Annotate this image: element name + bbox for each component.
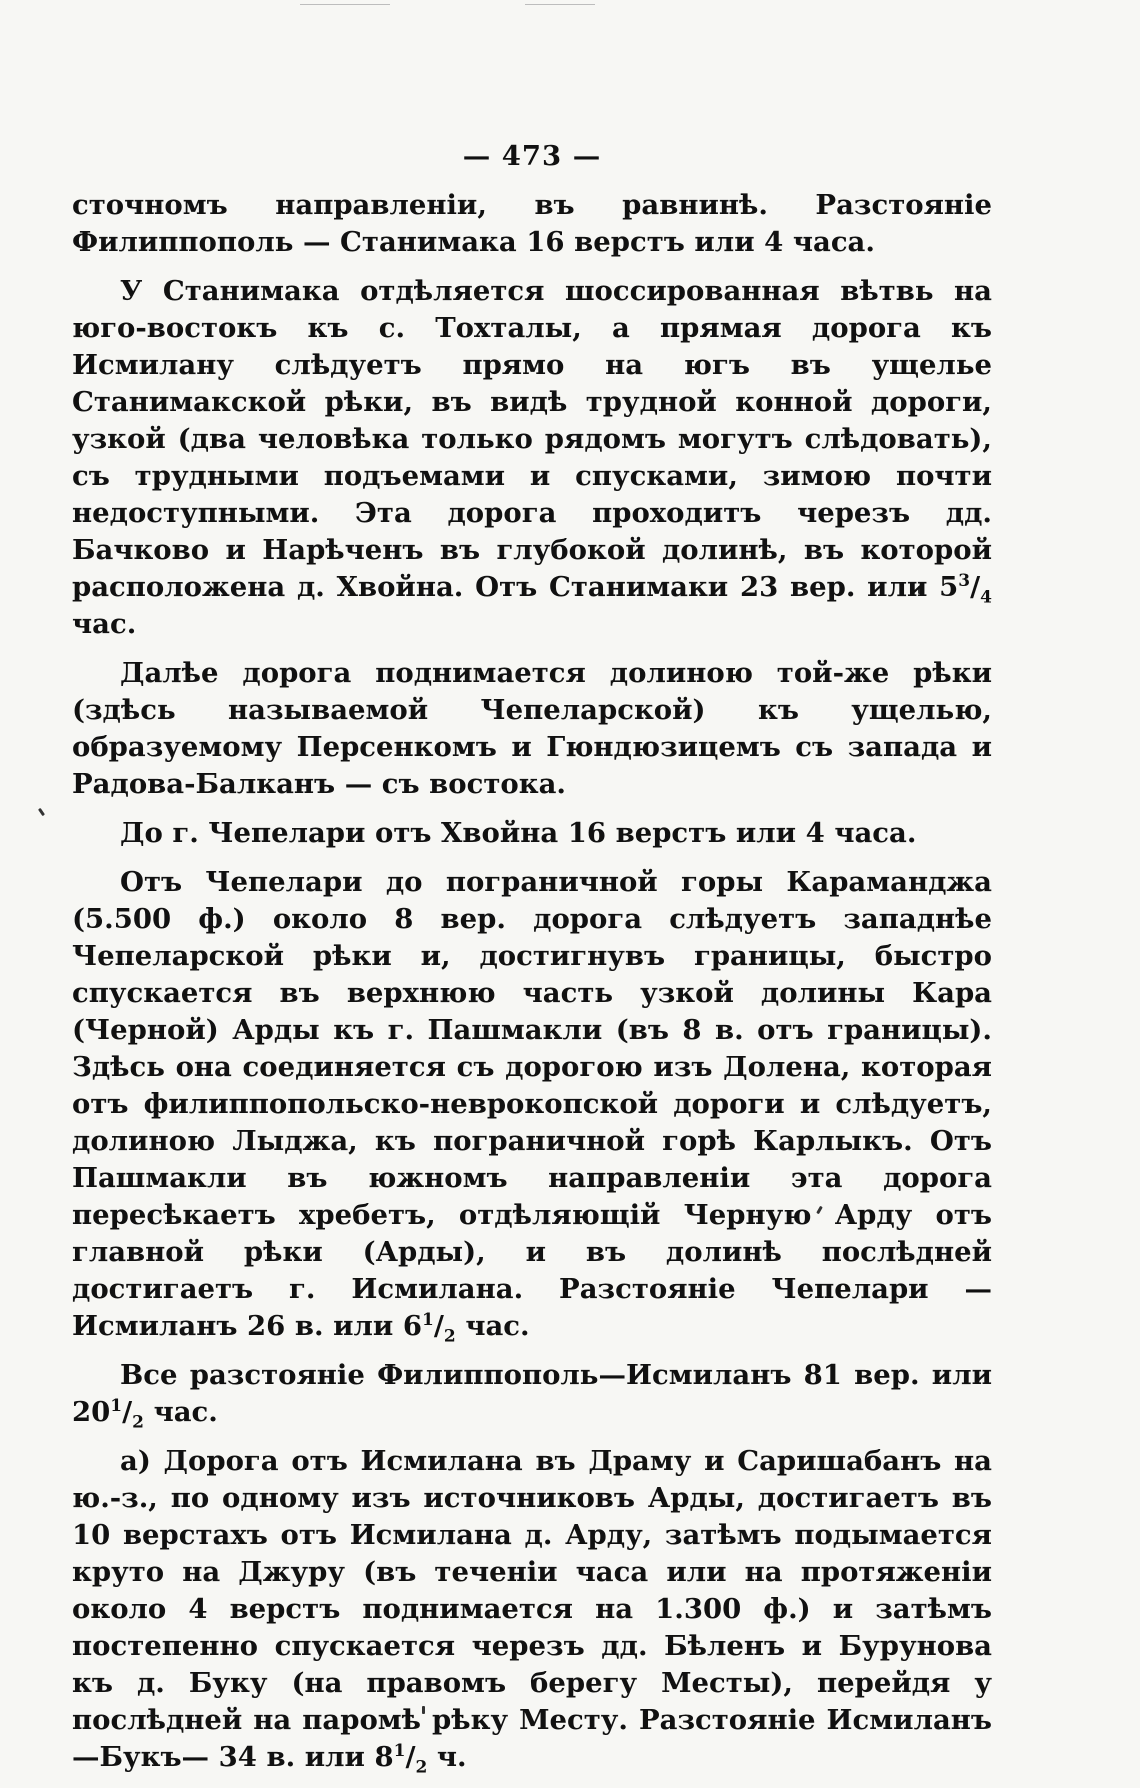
paragraph-1: сточномъ направленіи, въ равнинѣ. Разстояніе Филиппополь — Станимака 16 верстъ или 4 часа. xyxy=(72,189,992,258)
fraction-denominator: 2 xyxy=(415,1757,428,1778)
paragraph-7-text: а) Дорога отъ Исмилана въ Драму и Саришабанъ на ю.-з., по одному изъ источниковъ Арды, достигаетъ въ 10 верстахъ отъ Исмилана д. Арду, затѣмъ подымается круто на Джуру (въ теченіи часа или на протяженіи около 4 верстъ поднимается на 1.300 ф.) и затѣмъ постепенно спускается черезъ дд. Бѣленъ и Бурунова къ д. Буку (на правомъ берегу Месты), перейдя у послѣдней на паромѣ рѣку Месту. Разстояніе Исмиланъ—Букъ— 34 в. или 8 xyxy=(72,1445,992,1773)
scan-artifact-line xyxy=(300,4,390,5)
paragraph-2-tail: час. xyxy=(72,608,137,640)
fraction-numerator: 1 xyxy=(422,1309,434,1330)
paragraph-7-tail: ч. xyxy=(427,1741,467,1773)
paragraph-5-text: Отъ Чепелари до пограничной горы Караманджа (5.500 ф.) около 8 вер. дорога слѣдуетъ западнѣе Чепеларской рѣки и, достигнувъ границы, быстро спускается въ верхнюю часть узкой долины Кара (Черной) Арды къ г. Пашмакли (въ 8 в. отъ границы). Здѣсь она соединяется съ дорогою изъ Долена, которая отъ филиппопольско-неврокопской дороги и слѣдуетъ, долиною Лыджа, къ пограничной горѣ Карлыкъ. Отъ Пашмакли въ южномъ направленіи эта дорога пересѣкаетъ хребетъ, отдѣляющій Черную Арду отъ главной рѣки (Арды), и въ долинѣ послѣдней достигаетъ г. Исмилана. Разстояніе Чепелари — Исмиланъ 26 в. или 6 xyxy=(72,866,992,1342)
page-number: — 473 — xyxy=(462,140,602,172)
scan-speck xyxy=(38,808,45,816)
scan-artifact-line xyxy=(525,4,595,5)
paragraph-5: Отъ Чепелари до пограничной горы Караманджа (5.500 ф.) около 8 вер. дорога слѣдуетъ западнѣе Чепеларской рѣки и, достигнувъ границы, быстро спускается въ верхнюю часть узкой долины Кара (Черной) Арды къ г. Пашмакли (въ 8 в. отъ границы). Здѣсь она соединяется съ дорогою изъ Долена, которая отъ филиппопольско-неврокопской дороги и слѣдуетъ, долиною Лыджа, къ пограничной горѣ Карлыкъ. Отъ Пашмакли въ южномъ направленіи эта дорога пересѣкаетъ хребетъ, отдѣляющій Черную Арду отъ главной рѣки (Арды), и въ долинѣ послѣдней достигаетъ г. Исмилана. Разстояніе Чепелари — Исмиланъ 26 в. или $6^1/_2$ час. xyxy=(72,866,992,1347)
paragraph-6-tail: час. xyxy=(144,1396,218,1428)
fraction-numerator: 1 xyxy=(110,1395,123,1416)
fraction-numerator: 1 xyxy=(393,1740,406,1761)
body-text xyxy=(72,138,992,1788)
fraction-denominator: 4 xyxy=(980,587,992,608)
paragraph-6-text: Все разстояніе Филиппополь—Исмиланъ 81 вер. или 20 xyxy=(72,1359,992,1428)
paragraph-4: До г. Чепелари отъ Хвойна 16 верстъ или 4 часа. xyxy=(120,817,917,849)
paragraph-3: Далѣе дорога поднимается долиною той-же рѣки (здѣсь называемой Чепеларской) къ ущелью, образуемому Персенкомъ и Гюндюзицемъ съ запада и Радова-Балканъ — съ востока. xyxy=(72,657,992,800)
paragraph-2: У Станимака отдѣляется шоссированная вѣтвь на юго-востокъ къ с. Тохталы, а прямая дорога къ Исмилану слѣдуетъ прямо на югъ въ ущелье Станимакской рѣки, въ видѣ трудной конной дороги, узкой (два человѣка только рядомъ могутъ слѣдовать), съ трудными подъемами и спусками, зимою почти недоступными. Эта дорога проходитъ черезъ дд. Бачково и Нарѣченъ въ глубокой долинѣ, въ которой расположена д. Хвойна. Отъ Станимаки 23 вер. или $5^3/_4$ час. xyxy=(72,275,992,640)
fraction-denominator: 2 xyxy=(132,1412,145,1433)
paragraph-2-text: У Станимака отдѣляется шоссированная вѣтвь на юго-востокъ къ с. Тохталы, а прямая дорога къ Исмилану слѣдуетъ прямо на югъ въ ущелье Станимакской рѣки, въ видѣ трудной конной дороги, узкой (два человѣка только рядомъ могутъ слѣдовать), съ трудными подъемами и спусками, зимою почти недоступными. Эта дорога проходитъ черезъ дд. Бачково и Нарѣченъ въ глубокой долинѣ, въ которой расположена д. Хвойна. Отъ Станимаки 23 вер. или 5 xyxy=(72,275,992,603)
fraction-denominator: 2 xyxy=(443,1326,456,1347)
paragraph-7: а) Дорога отъ Исмилана въ Драму и Саришабанъ на ю.-з., по одному изъ источниковъ Арды, достигаетъ въ 10 верстахъ отъ Исмилана д. Арду, затѣмъ подымается круто на Джуру (въ теченіи часа или на протяженіи около 4 верстъ поднимается на 1.300 ф.) и затѣмъ постепенно спускается черезъ дд. Бѣленъ и Бурунова къ д. Буку (на правомъ берегу Месты), перейдя у послѣдней на паромѣ рѣку Месту. Разстояніе Исмиланъ—Букъ— 34 в. или $8^1/_2$ ч. xyxy=(72,1445,992,1778)
paragraph-5-tail: час. xyxy=(455,1310,530,1342)
fraction-numerator: 3 xyxy=(958,570,971,591)
paragraph-6: Все разстояніе Филиппополь—Исмиланъ 81 вер. или $20^1/_2$ час. xyxy=(72,1359,992,1433)
